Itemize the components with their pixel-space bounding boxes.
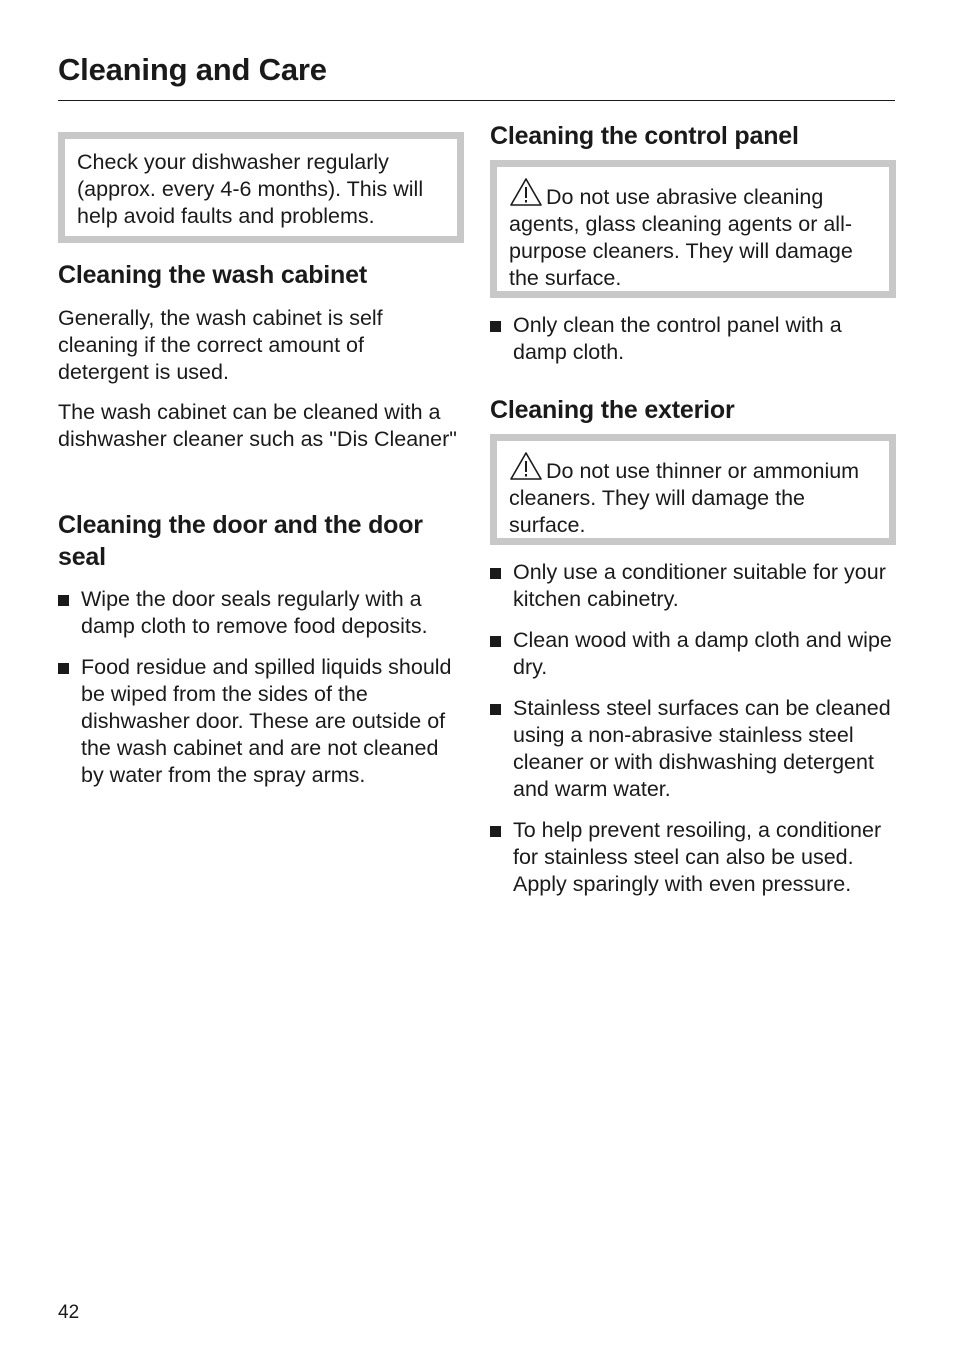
page-number: 42 [58, 1302, 80, 1323]
list-item [490, 627, 896, 681]
warning-triangle-icon [509, 177, 543, 207]
warning-triangle-icon [509, 451, 543, 481]
wash-cabinet-paragraph-1: Generally, the wash cabinet is self cleaning if the correct amount of detergent is used. [58, 306, 383, 384]
title-divider [58, 100, 895, 101]
list-item-text: Only use a conditioner suitable for your kitchen cabinetry. [513, 560, 886, 611]
list-item [490, 312, 896, 366]
list-item [490, 817, 896, 898]
list-item-text: To help prevent resoiling, a conditioner for stainless steel can also be used. Apply sparingly with even pressure. [513, 818, 882, 896]
square-bullet-icon [490, 321, 501, 332]
door-seal-bullet-list [58, 586, 466, 803]
page-title: Cleaning and Care [58, 52, 327, 87]
exterior-heading: Cleaning the exterior [490, 396, 735, 424]
control-panel-heading: Cleaning the control panel [490, 122, 799, 150]
square-bullet-icon [490, 568, 501, 579]
exterior-warning-box [490, 434, 896, 545]
intro-note-text: Check your dishwasher regularly (approx. every 4-6 months). This will help avoid faults and problems. [77, 150, 424, 228]
list-item [490, 559, 896, 613]
exterior-bullet-list [490, 559, 896, 912]
door-seal-heading: Cleaning the door and the door seal [58, 511, 423, 571]
list-item-text: Stainless steel surfaces can be cleaned using a non-abrasive stainless steel cleaner or with dishwashing detergent and warm water. [513, 696, 891, 801]
exterior-warning-text: Do not use thinner or ammonium cleaners. They will damage the surface. [509, 459, 860, 537]
list-item-text: Clean wood with a damp cloth and wipe dry. [513, 628, 892, 679]
wash-cabinet-paragraph-2: The wash cabinet can be cleaned with a dishwasher cleaner such as "Dis Cleaner" [58, 400, 457, 451]
square-bullet-icon [58, 663, 69, 674]
square-bullet-icon [490, 636, 501, 647]
list-item [58, 654, 466, 789]
list-item-text: Food residue and spilled liquids should be wiped from the sides of the dishwasher door. These are outside of the wash cabinet and are not cleaned by water from the spray arms. [81, 655, 452, 787]
intro-note-box [58, 132, 464, 243]
square-bullet-icon [58, 595, 69, 606]
control-panel-warning-text: Do not use abrasive cleaning agents, glass cleaning agents or all-purpose cleaners. They will damage the surface. [509, 185, 853, 290]
list-item [490, 695, 896, 803]
control-panel-bullet-list [490, 312, 896, 380]
square-bullet-icon [490, 826, 501, 837]
list-item [58, 586, 466, 640]
wash-cabinet-heading: Cleaning the wash cabinet [58, 261, 367, 289]
list-item-text: Only clean the control panel with a damp cloth. [513, 313, 842, 364]
control-panel-warning-box [490, 160, 896, 298]
list-item-text: Wipe the door seals regularly with a damp cloth to remove food deposits. [81, 587, 428, 638]
square-bullet-icon [490, 704, 501, 715]
